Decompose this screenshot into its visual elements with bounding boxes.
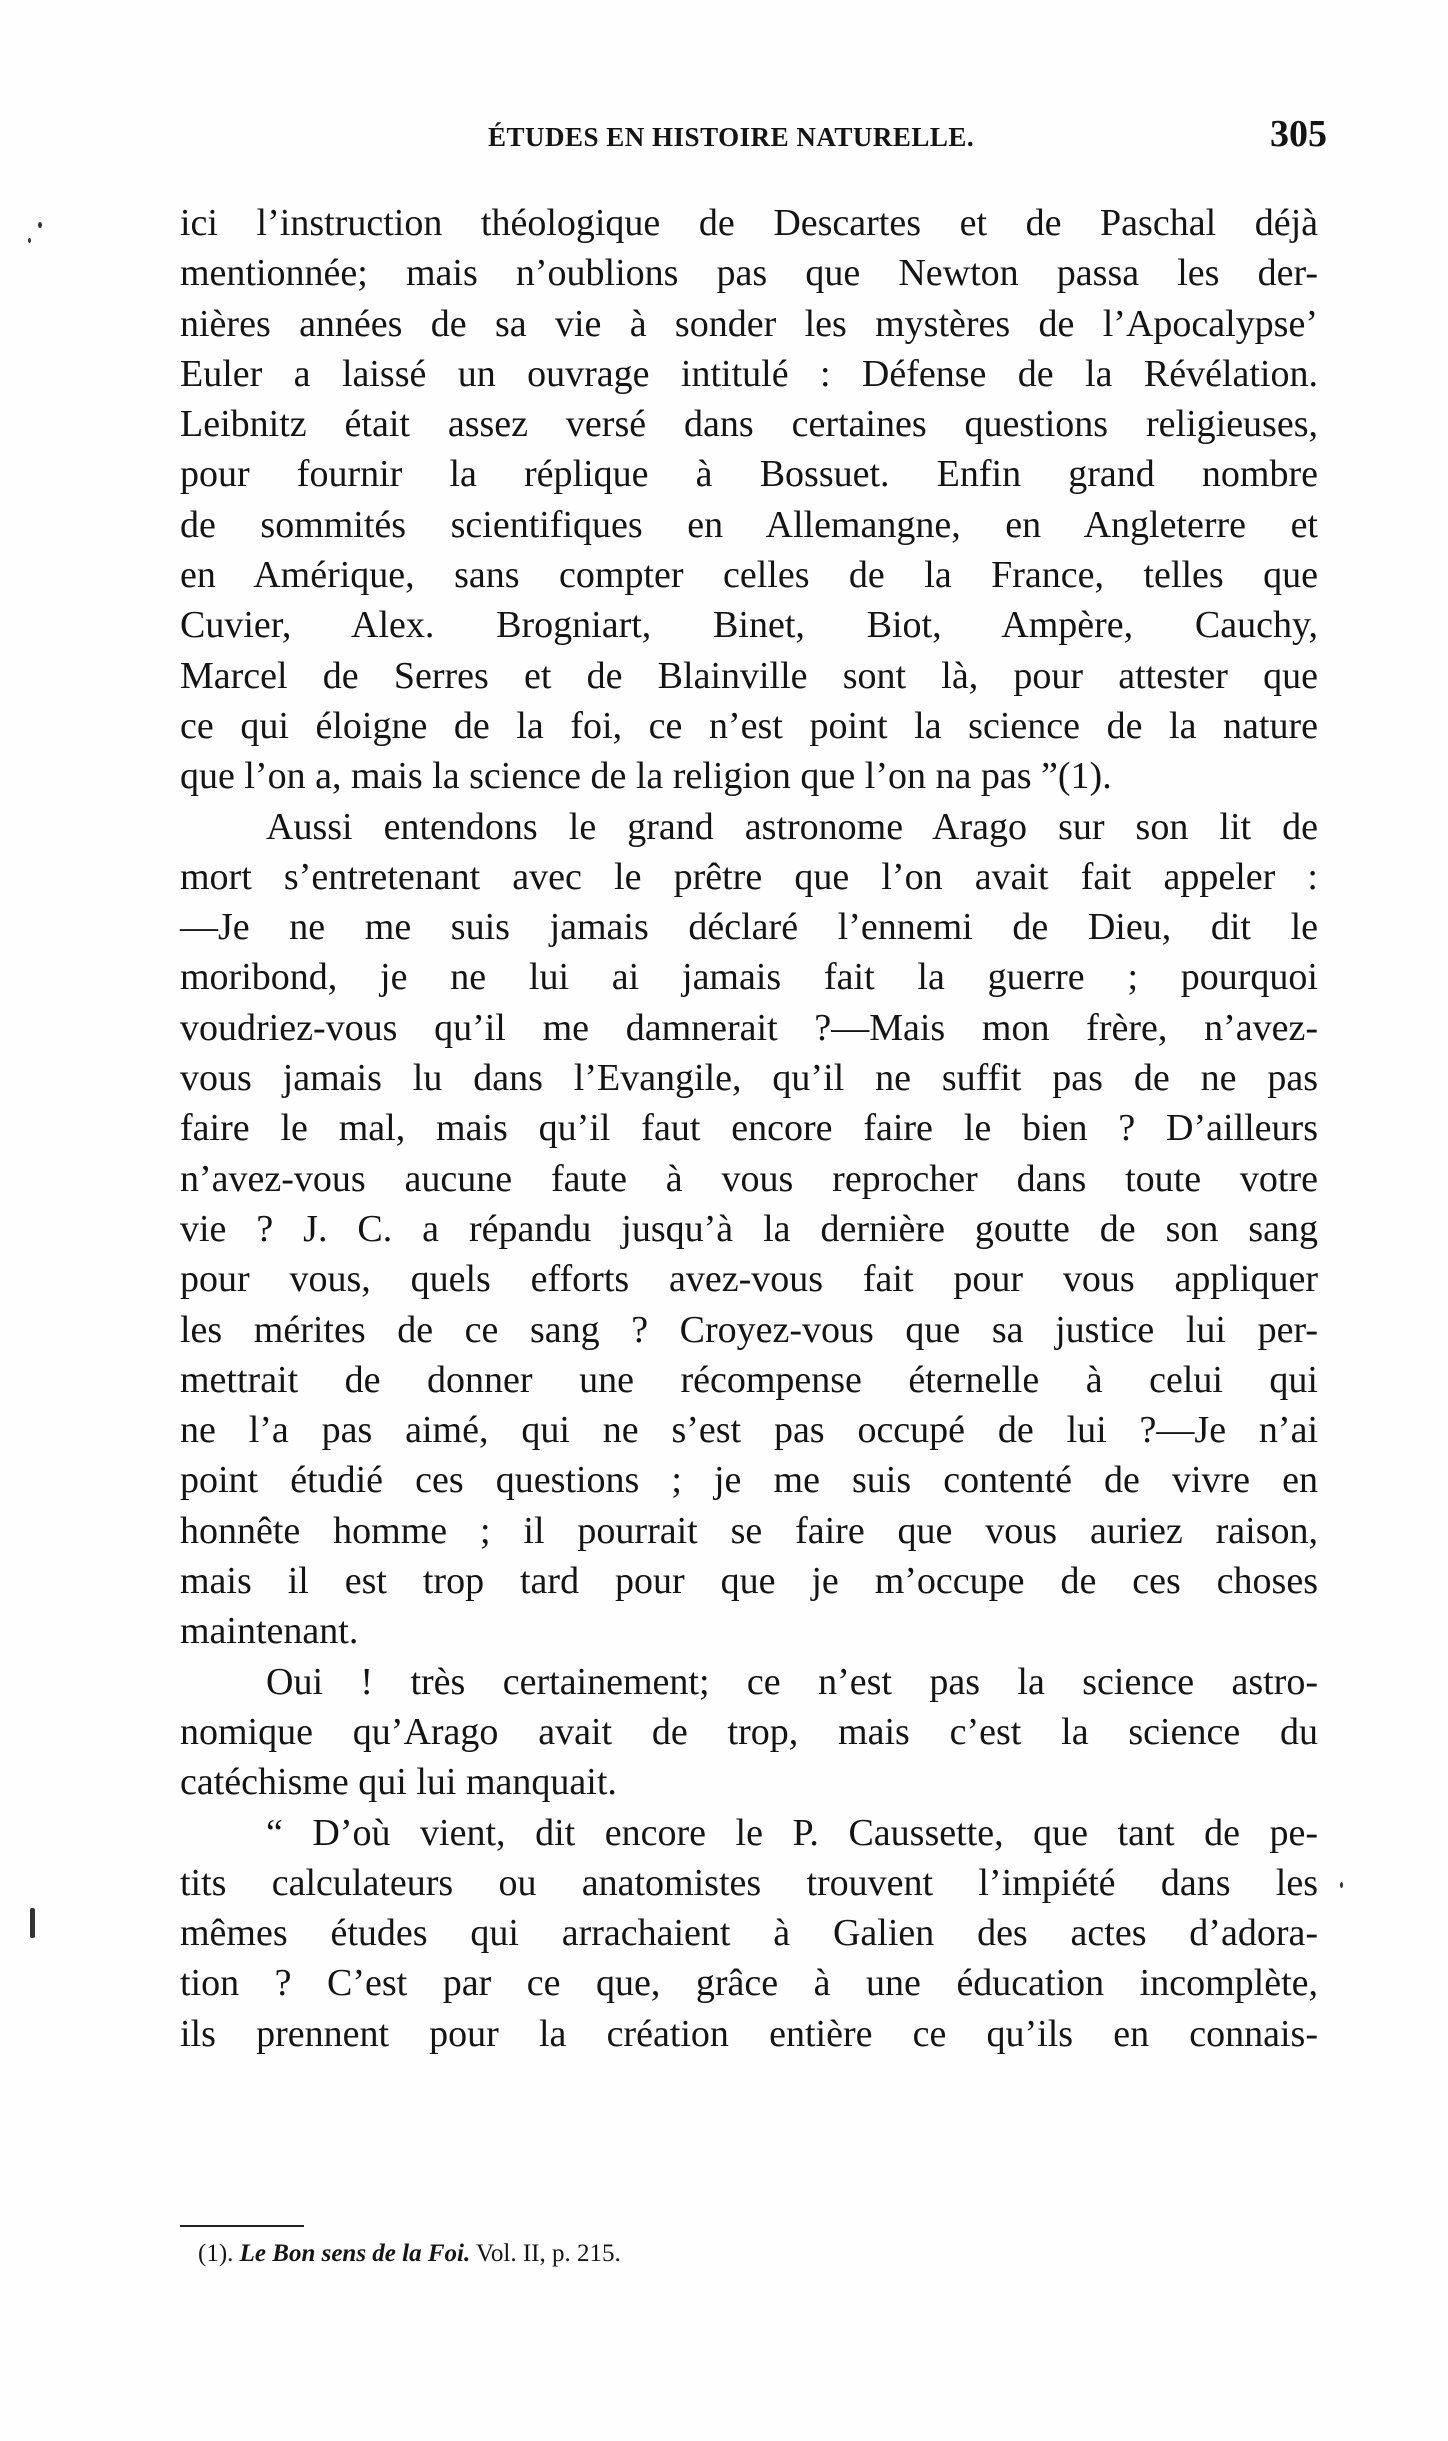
footnote — [198, 2240, 621, 2268]
text-line: que l’on a, mais la science de la religion que l’on na pas ”(1). — [180, 755, 1112, 798]
body-text — [180, 198, 1318, 2059]
text-line: tion ? C’est par ce que, grâce à une éducation incomplète, — [180, 1962, 1318, 2005]
running-title: ÉTUDES EN HISTOIRE NATURELLE. — [488, 122, 975, 152]
text-line: pour vous, quels efforts avez-vous fait pour vous appliquer — [180, 1258, 1318, 1301]
page-number: 305 — [1270, 113, 1327, 155]
text-line: de sommités scientifiques en Allemangne, en Angleterre et — [180, 503, 1318, 546]
text-line: moribond, je ne lui ai jamais fait la guerre ; pourquoi — [180, 956, 1318, 999]
text-line: ne l’a pas aimé, qui ne s’est pas occupé de lui ?—Je n’ai — [180, 1409, 1318, 1452]
text-line: faire le mal, mais qu’il faut encore faire le bien ? D’ailleurs — [180, 1107, 1318, 1150]
text-line: mais il est trop tard pour que je m’occupe de ces choses — [180, 1560, 1318, 1603]
footnote-reference: Vol. II, p. 215. — [476, 2240, 621, 2267]
scan-speck — [28, 238, 31, 243]
text-line: —Je ne me suis jamais déclaré l’ennemi de Dieu, dit le — [180, 906, 1318, 949]
scan-speck — [30, 1908, 35, 1938]
text-line: mentionnée; mais n’oublions pas que Newton passa les der- — [180, 252, 1318, 295]
text-line: ils prennent pour la création entière ce qu’ils en connais- — [180, 2012, 1318, 2055]
text-line: vous jamais lu dans l’Evangile, qu’il ne suffit pas de ne pas — [180, 1057, 1318, 1100]
text-line: en Amérique, sans compter celles de la France, telles que — [180, 554, 1318, 597]
text-line: Cuvier, Alex. Brogniart, Binet, Biot, Ampère, Cauchy, — [180, 604, 1318, 647]
scan-speck — [38, 222, 42, 228]
text-line: Aussi entendons le grand astronome Arago sur son lit de — [266, 805, 1318, 848]
text-line: pour fournir la réplique à Bossuet. Enfin grand nombre — [180, 453, 1318, 496]
text-line: ici l’instruction théologique de Descartes et de Paschal déjà — [180, 202, 1318, 244]
text-line: n’avez-vous aucune faute à vous reprocher dans toute votre — [180, 1157, 1318, 1200]
text-line: “ D’où vient, dit encore le P. Caussette, que tant de pe- — [266, 1811, 1318, 1854]
text-line: Euler a laissé un ouvrage intitulé : Défense de la Révélation. — [180, 352, 1318, 395]
text-line: nomique qu’Arago avait de trop, mais c’est la science du — [180, 1710, 1318, 1753]
scan-speck — [1340, 1882, 1343, 1888]
text-line: Leibnitz était assez versé dans certaines questions religieuses, — [180, 403, 1318, 446]
text-line: voudriez-vous qu’il me damnerait ?—Mais mon frère, n’avez- — [180, 1006, 1318, 1049]
footnote-rule — [180, 2225, 304, 2227]
footnote-marker: (1). — [198, 2240, 234, 2267]
text-line: tits calculateurs ou anatomistes trouvent l’impiété dans les — [180, 1861, 1318, 1904]
text-line: catéchisme qui lui manquait. — [180, 1761, 617, 1804]
text-line: point étudié ces questions ; je me suis contenté de vivre en — [180, 1459, 1318, 1502]
text-line: nières années de sa vie à sonder les mystères de l’Apocalypse’ — [180, 302, 1318, 345]
footnote-title: Le Bon sens de la Foi. — [239, 2240, 471, 2267]
text-line: Marcel de Serres et de Blainville sont là, pour attester que — [180, 654, 1318, 697]
text-line: Oui ! très certainement; ce n’est pas la science astro- — [266, 1660, 1318, 1703]
text-line: mettrait de donner une récompense éternelle à celui qui — [180, 1358, 1318, 1401]
text-line: ce qui éloigne de la foi, ce n’est point la science de la nature — [180, 704, 1318, 747]
text-line: mêmes études qui arrachaient à Galien des actes d’adora- — [180, 1912, 1318, 1955]
text-line: honnête homme ; il pourrait se faire que vous auriez raison, — [180, 1509, 1318, 1552]
text-line: vie ? J. C. a répandu jusqu’à la dernière goutte de son sang — [180, 1207, 1318, 1250]
text-line: les mérites de ce sang ? Croyez-vous que sa justice lui per- — [180, 1308, 1318, 1351]
text-line: mort s’entretenant avec le prêtre que l’on avait fait appeler : — [180, 855, 1318, 898]
text-line: maintenant. — [180, 1610, 359, 1653]
